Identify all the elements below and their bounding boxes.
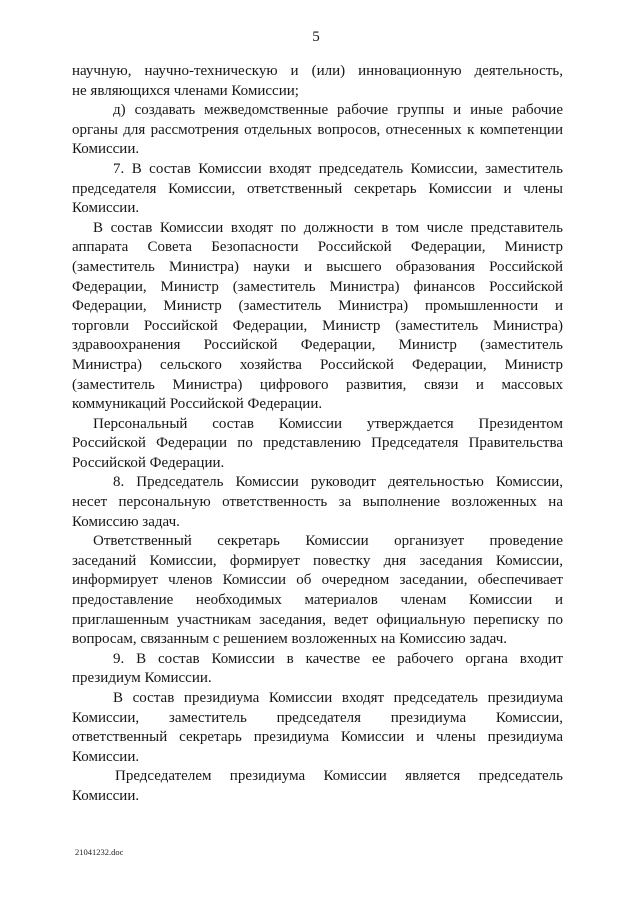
- text-line: 9. В состав Комиссии в качестве ее рабочего органа входит: [113, 650, 563, 667]
- paragraph-presidium-composition: [72, 689, 563, 767]
- text-line: Российской Федерации по представлению Председателя Правительства: [72, 435, 563, 452]
- text-line: В состав Комиссии входят по должности в том числе представитель: [93, 219, 563, 236]
- paragraph-commission-members: [72, 219, 563, 415]
- text-line: Комиссии.: [72, 748, 140, 765]
- paragraph-continuation: [72, 62, 563, 101]
- text-line: вопросам, связанным с решением возложенных на Комиссию задач.: [72, 631, 508, 648]
- text-line: 7. В состав Комиссии входят председатель Комиссии, заместитель: [113, 160, 563, 177]
- text-line: органы для рассмотрения отдельных вопросов, отнесенных к компетенции: [72, 121, 563, 138]
- text-line: не являющихся членами Комиссии;: [72, 82, 299, 99]
- text-line: Комиссии.: [72, 141, 140, 158]
- text-line: заседаний Комиссии, формирует повестку дня заседания Комиссии,: [72, 552, 563, 569]
- text-line: Федерации, Министр (заместитель Министра) финансов Российской: [72, 278, 563, 295]
- document-body: [72, 62, 563, 807]
- paragraph-section-7: [72, 160, 563, 219]
- text-line: Министра) сельского хозяйства Российской Федерации, Министр: [72, 356, 563, 373]
- text-line: председателя Комиссии, ответственный секретарь Комиссии и члены: [72, 180, 563, 197]
- text-line: Комиссии, заместитель председателя президиума Комиссии,: [72, 709, 563, 726]
- text-line: Комиссию задач.: [72, 513, 180, 530]
- text-line: ответственный секретарь президиума Комиссии и члены президиума: [72, 729, 563, 746]
- text-line: (заместитель Министра) цифрового развития, связи и массовых: [72, 376, 563, 393]
- paragraph-section-9: [72, 650, 563, 689]
- text-line: Комиссии.: [72, 787, 140, 804]
- paragraph-section-8: [72, 473, 563, 532]
- text-line: (заместитель Министра) науки и высшего образования Российской: [72, 258, 563, 275]
- text-line: здравоохранения Российской Федерации, Министр (заместитель: [72, 337, 563, 354]
- page-number: 5: [312, 29, 320, 45]
- text-line: В состав президиума Комиссии входят председатель президиума: [113, 690, 563, 706]
- text-line: Персональный состав Комиссии утверждается Президентом: [93, 415, 563, 432]
- text-line: несет персональную ответственность за выполнение возложенных на: [72, 494, 563, 511]
- text-line: Комиссии.: [72, 200, 140, 217]
- text-line: Ответственный секретарь Комиссии организует проведение: [93, 533, 563, 550]
- text-line: аппарата Совета Безопасности Российской Федерации, Министр: [72, 239, 563, 256]
- paragraph-presidium-chair: [72, 767, 563, 806]
- paragraph-secretary-duties: [72, 532, 563, 650]
- text-line: президиум Комиссии.: [72, 670, 212, 687]
- text-line: коммуникаций Российской Федерации.: [72, 396, 323, 413]
- text-line: приглашенным участникам заседания, ведет официальную переписку по: [72, 611, 563, 628]
- text-line: Председателем президиума Комиссии является председатель: [115, 768, 563, 785]
- text-line: научную, научно-техническую и (или) инновационную деятельность,: [72, 63, 563, 79]
- text-line: торговли Российской Федерации, Министр (заместитель Министра): [72, 317, 563, 334]
- text-line: Российской Федерации.: [72, 454, 225, 471]
- text-line: 8. Председатель Комиссии руководит деятельностью Комиссии,: [113, 474, 563, 491]
- paragraph-personal-composition: [72, 415, 563, 474]
- text-line: д) создавать межведомственные рабочие группы и иные рабочие: [113, 102, 563, 119]
- text-line: информирует членов Комиссии об очередном заседании, обеспечивает: [72, 572, 563, 589]
- text-line: предоставление необходимых материалов членам Комиссии и: [72, 592, 563, 609]
- paragraph-item-d: [72, 101, 563, 160]
- footer-filename: 21041232.doc: [75, 847, 124, 857]
- text-line: Федерации, Министр (заместитель Министра) промышленности и: [72, 298, 563, 315]
